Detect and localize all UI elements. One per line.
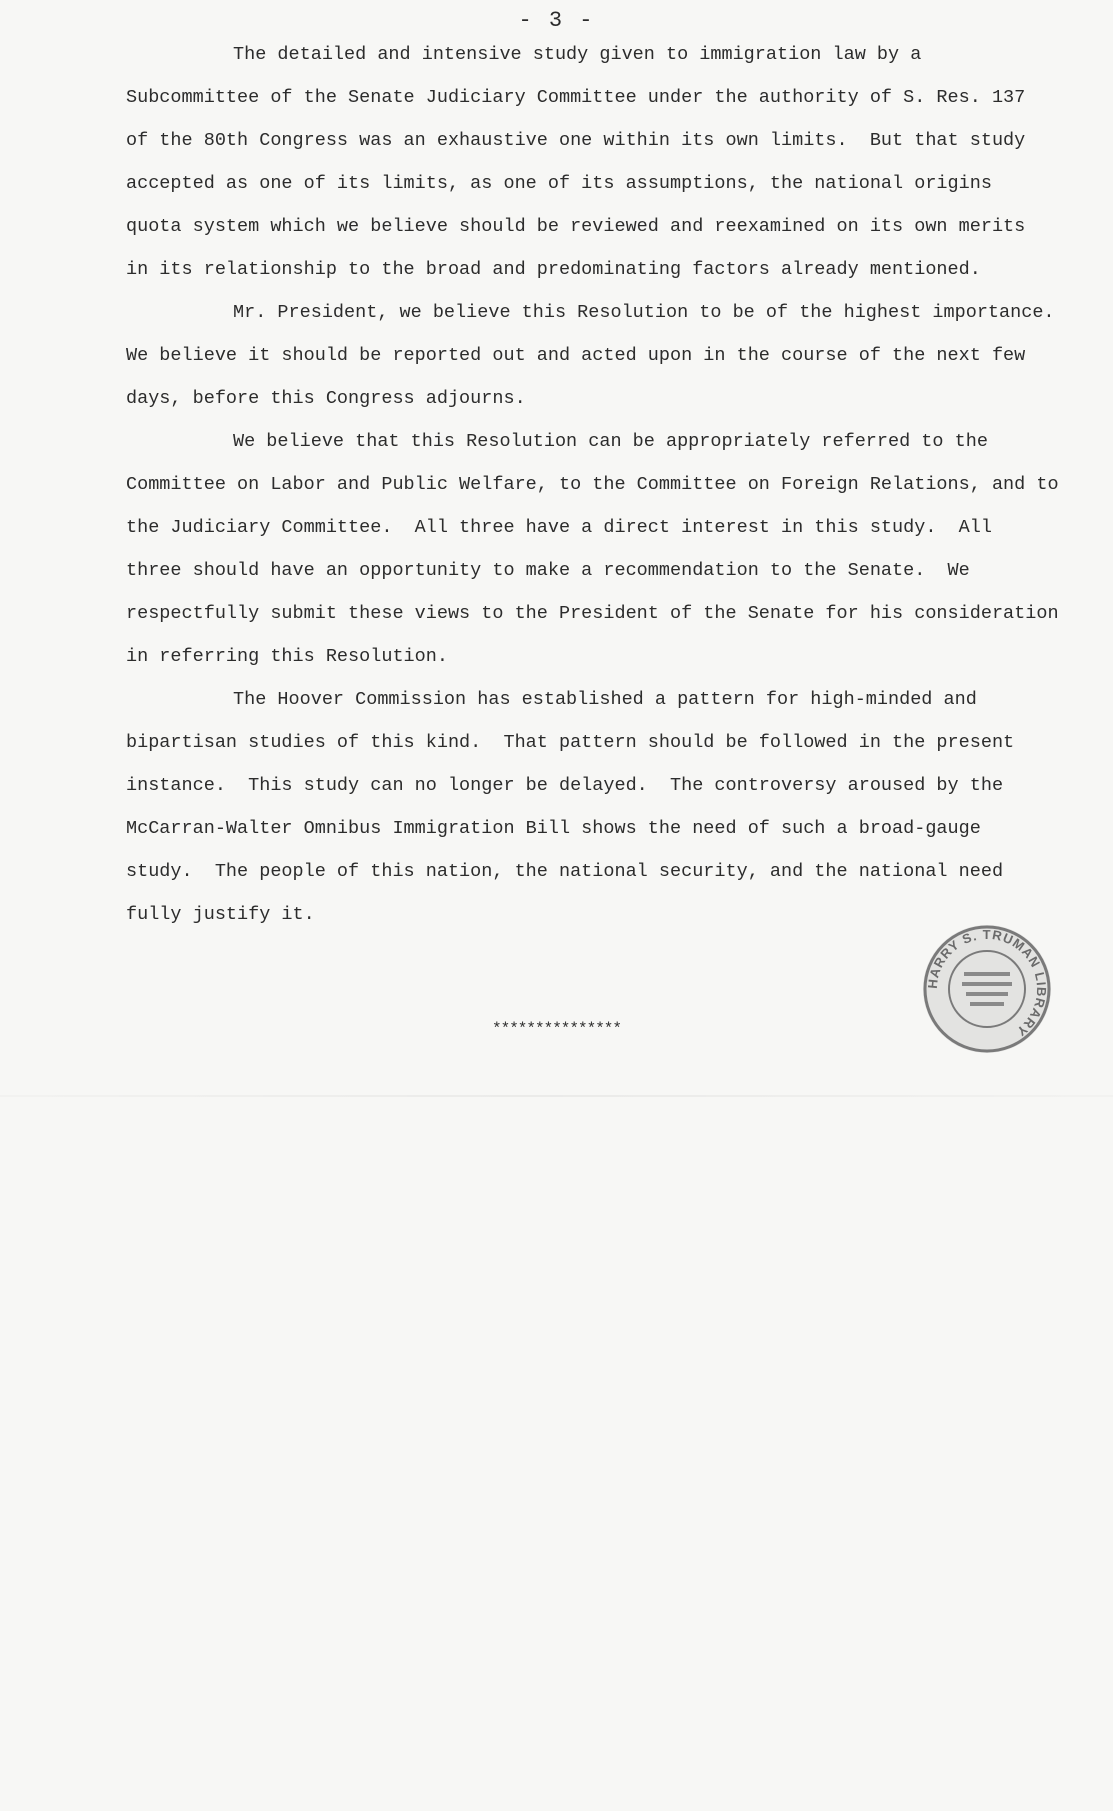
text-line: Mr. President, we believe this Resolution to be of the highest importance.: [233, 302, 1055, 323]
text-line: The Hoover Commission has established a pattern for high-minded and: [233, 689, 977, 710]
text-line: The detailed and intensive study given to immigration law by a: [233, 44, 922, 65]
text-line: three should have an opportunity to make a recommendation to the Senate. We: [126, 560, 970, 581]
paragraph-3: [126, 420, 1059, 678]
text-line: respectfully submit these views to the President of the Senate for his consideration: [126, 603, 1059, 624]
section-separator: ***************: [491, 1020, 622, 1038]
text-line: We believe that this Resolution can be appropriately referred to the: [233, 431, 988, 452]
paragraph-2: [126, 291, 1055, 420]
text-line: bipartisan studies of this kind. That pattern should be followed in the present: [126, 732, 1015, 753]
body-text: [126, 33, 1059, 936]
text-line: instance. This study can no longer be delayed. The controversy aroused by the: [126, 775, 1004, 796]
text-line: of the 80th Congress was an exhaustive one within its own limits. But that study: [126, 130, 1026, 151]
text-line: McCarran-Walter Omnibus Immigration Bill shows the need of such a broad-gauge: [126, 818, 981, 839]
stamp-text: HARRY S. TRUMAN LIBRARY: [924, 926, 1050, 1040]
paragraph-4: [126, 678, 1026, 936]
text-line: accepted as one of its limits, as one of its assumptions, the national origins: [126, 173, 992, 194]
text-line: in referring this Resolution.: [126, 646, 448, 667]
text-line: fully justify it.: [126, 904, 315, 925]
paper-fold: [0, 1095, 1113, 1097]
text-line: We believe it should be reported out and acted upon in the course of the next few: [126, 345, 1026, 366]
text-line: study. The people of this nation, the national security, and the national need: [126, 861, 1004, 882]
text-line: in its relationship to the broad and predominating factors already mentioned.: [126, 259, 981, 280]
text-line: the Judiciary Committee. All three have a direct interest in this study. All: [126, 517, 992, 538]
text-line: Committee on Labor and Public Welfare, to the Committee on Foreign Relations, and to: [126, 474, 1059, 495]
text-line: days, before this Congress adjourns.: [126, 388, 526, 409]
page-number: - 3 -: [518, 8, 595, 33]
text-line: quota system which we believe should be reviewed and reexamined on its own merits: [126, 216, 1026, 237]
text-line: Subcommittee of the Senate Judiciary Committee under the authority of S. Res. 137: [126, 87, 1026, 108]
paragraph-1: [126, 33, 1026, 291]
